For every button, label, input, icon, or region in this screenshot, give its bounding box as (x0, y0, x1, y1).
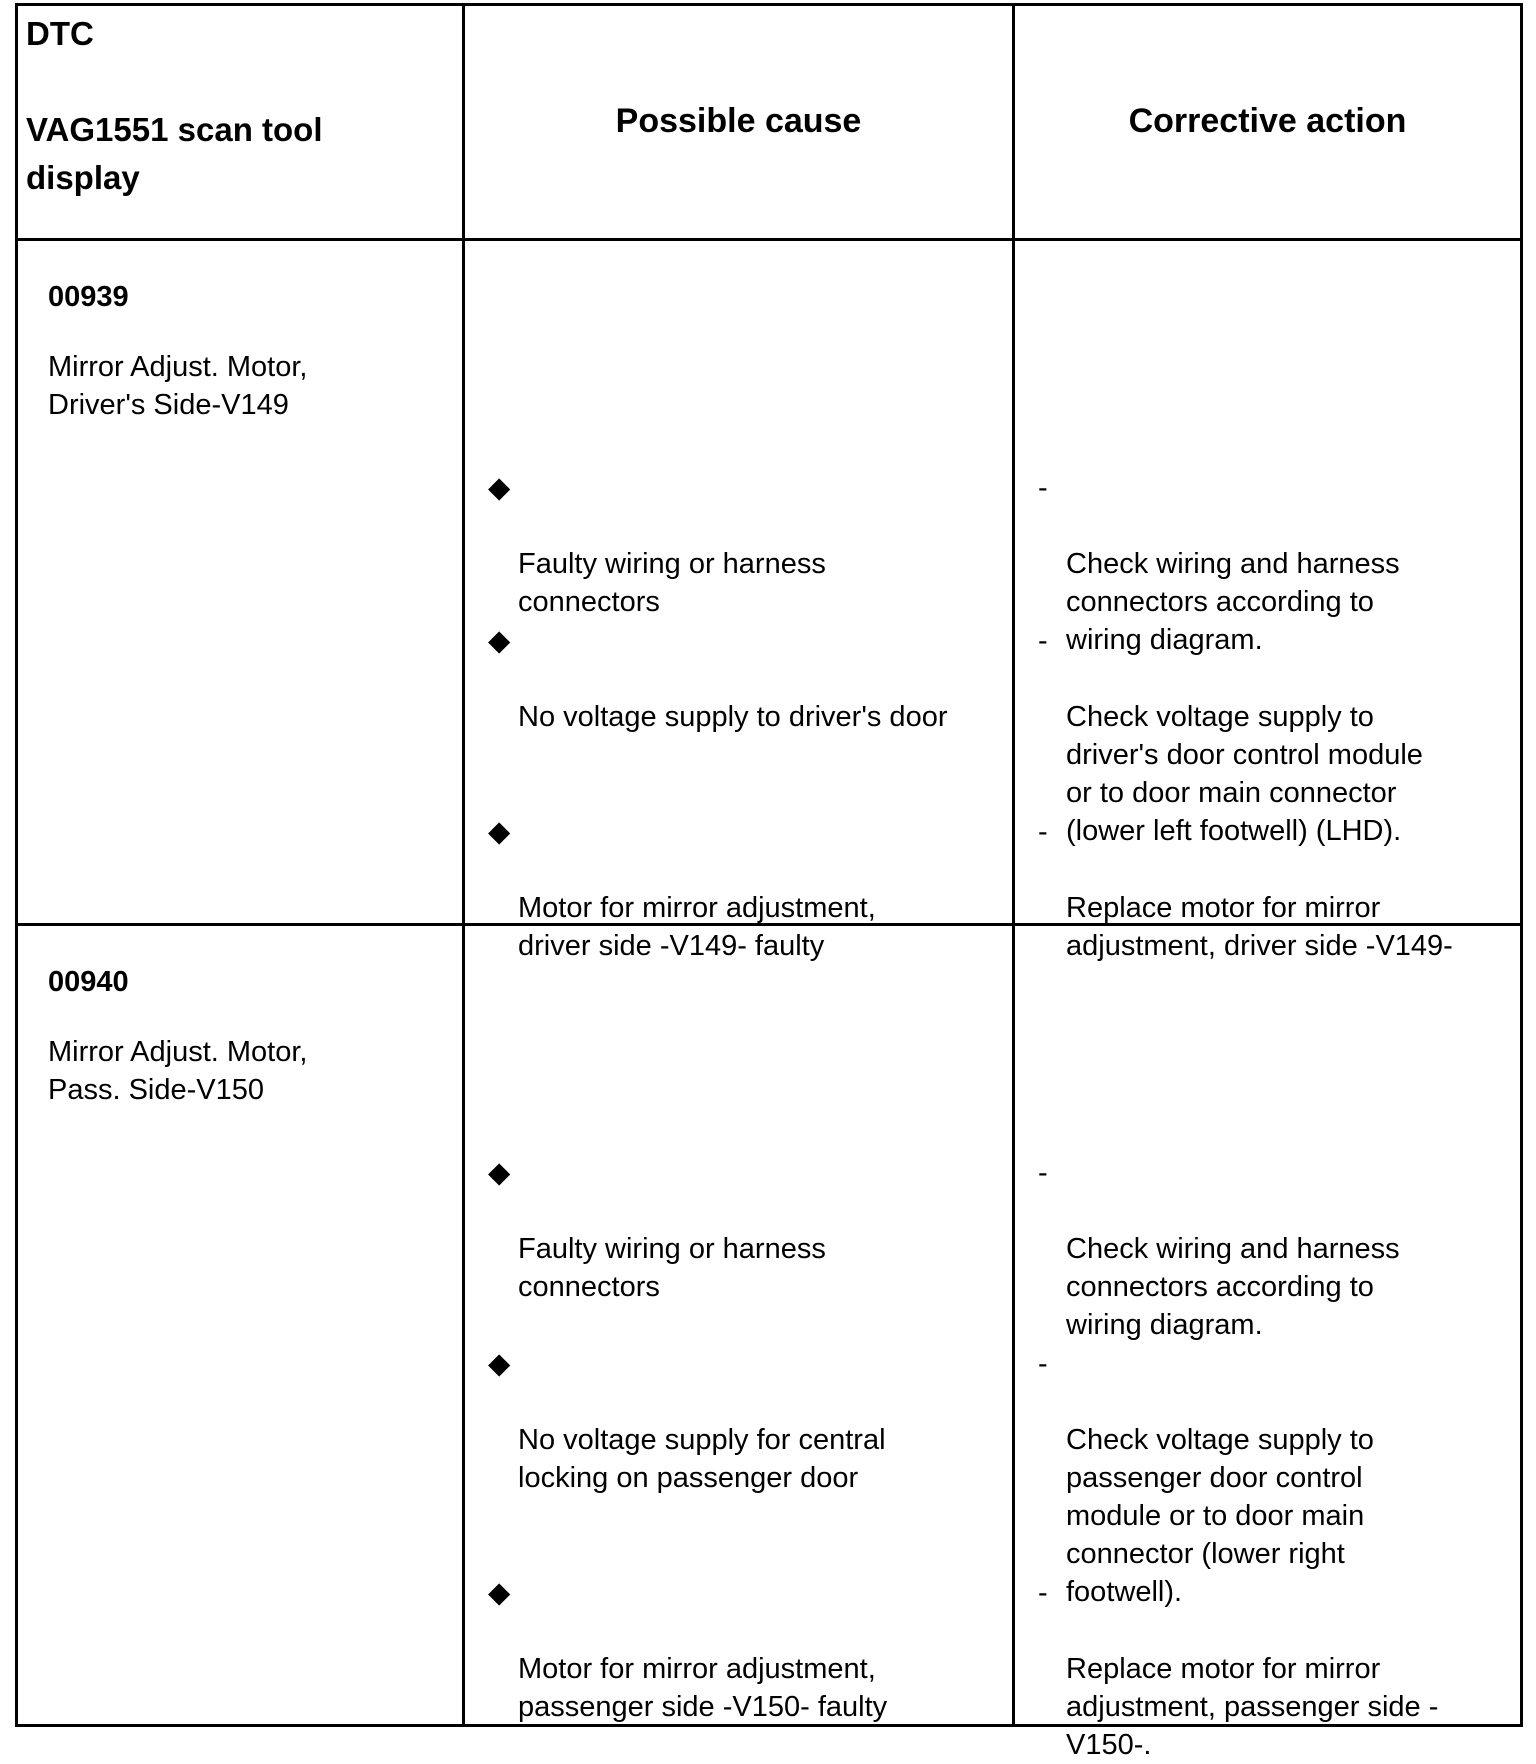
cause-text: Faulty wiring or harness connectors (518, 1233, 826, 1303)
cause-item (488, 1574, 887, 1726)
diamond-bullet-icon: ◆ (488, 1577, 511, 1609)
action-item (1038, 1574, 1438, 1764)
diamond-bullet-icon: ◆ (488, 816, 511, 848)
action-item (1038, 1345, 1374, 1611)
column-divider-1 (462, 6, 465, 1724)
cause-item (488, 1345, 886, 1497)
header-corrective-action: Corrective action (1128, 102, 1407, 140)
action-text: Check voltage supply to driver's door control module or to door main connector (lower left footwell) (LHD). (1066, 701, 1423, 847)
dtc-name-line1: Mirror Adjust. Motor, (48, 351, 308, 383)
row-divider-header (18, 238, 1520, 241)
dash-bullet-icon: - (1038, 472, 1048, 504)
header-scan-tool-label: VAG1551 scan tool (26, 111, 323, 148)
column-divider-2 (1012, 6, 1015, 1724)
dtc-row-2 (48, 966, 307, 1109)
cause-text: Motor for mirror adjustment, driver side -V149- faulty (518, 892, 876, 962)
dash-bullet-icon: - (1038, 625, 1048, 657)
action-text: Check wiring and harness connectors according to wiring diagram. (1066, 1233, 1400, 1341)
dash-bullet-icon: - (1038, 816, 1048, 848)
dtc-code: 00940 (48, 966, 129, 998)
cause-text: Faulty wiring or harness connectors (518, 548, 826, 618)
header-possible-cause: Possible cause (615, 102, 862, 140)
diamond-bullet-icon: ◆ (488, 472, 511, 504)
diamond-bullet-icon: ◆ (488, 1348, 511, 1380)
dtc-name-line2: Driver's Side-V149 (48, 389, 289, 421)
dtc-code: 00939 (48, 281, 129, 313)
cause-item (488, 813, 876, 965)
action-text: Check voltage supply to passenger door control module or to door main connector (lower right footwell). (1066, 1424, 1374, 1608)
cause-text: No voltage supply to driver's door (518, 701, 948, 733)
cause-text: Motor for mirror adjustment, passenger side -V150- faulty (518, 1653, 888, 1723)
header-dtc-cell (26, 10, 323, 202)
header-dtc-label: DTC (26, 15, 94, 52)
dtc-name-line2: Pass. Side-V150 (48, 1074, 265, 1106)
cause-text: No voltage supply for central locking on passenger door (518, 1424, 886, 1494)
dtc-name-line1: Mirror Adjust. Motor, (48, 1036, 308, 1068)
dtc-table (15, 3, 1523, 1761)
dtc-row-1 (48, 281, 307, 424)
action-text: Replace motor for mirror adjustment, passenger side - V150-. (1066, 1653, 1439, 1761)
dash-bullet-icon: - (1038, 1348, 1048, 1380)
action-text: Check wiring and harness connectors according to wiring diagram. (1066, 548, 1400, 656)
action-item (1038, 1154, 1400, 1344)
header-display-label: display (26, 159, 140, 196)
dash-bullet-icon: - (1038, 1157, 1048, 1189)
cause-item (488, 622, 947, 736)
dash-bullet-icon: - (1038, 1577, 1048, 1609)
action-item (1038, 813, 1453, 965)
diamond-bullet-icon: ◆ (488, 625, 511, 657)
cause-item (488, 469, 826, 621)
diamond-bullet-icon: ◆ (488, 1157, 511, 1189)
cause-item (488, 1154, 826, 1306)
action-text: Replace motor for mirror adjustment, driver side -V149- (1066, 892, 1453, 962)
